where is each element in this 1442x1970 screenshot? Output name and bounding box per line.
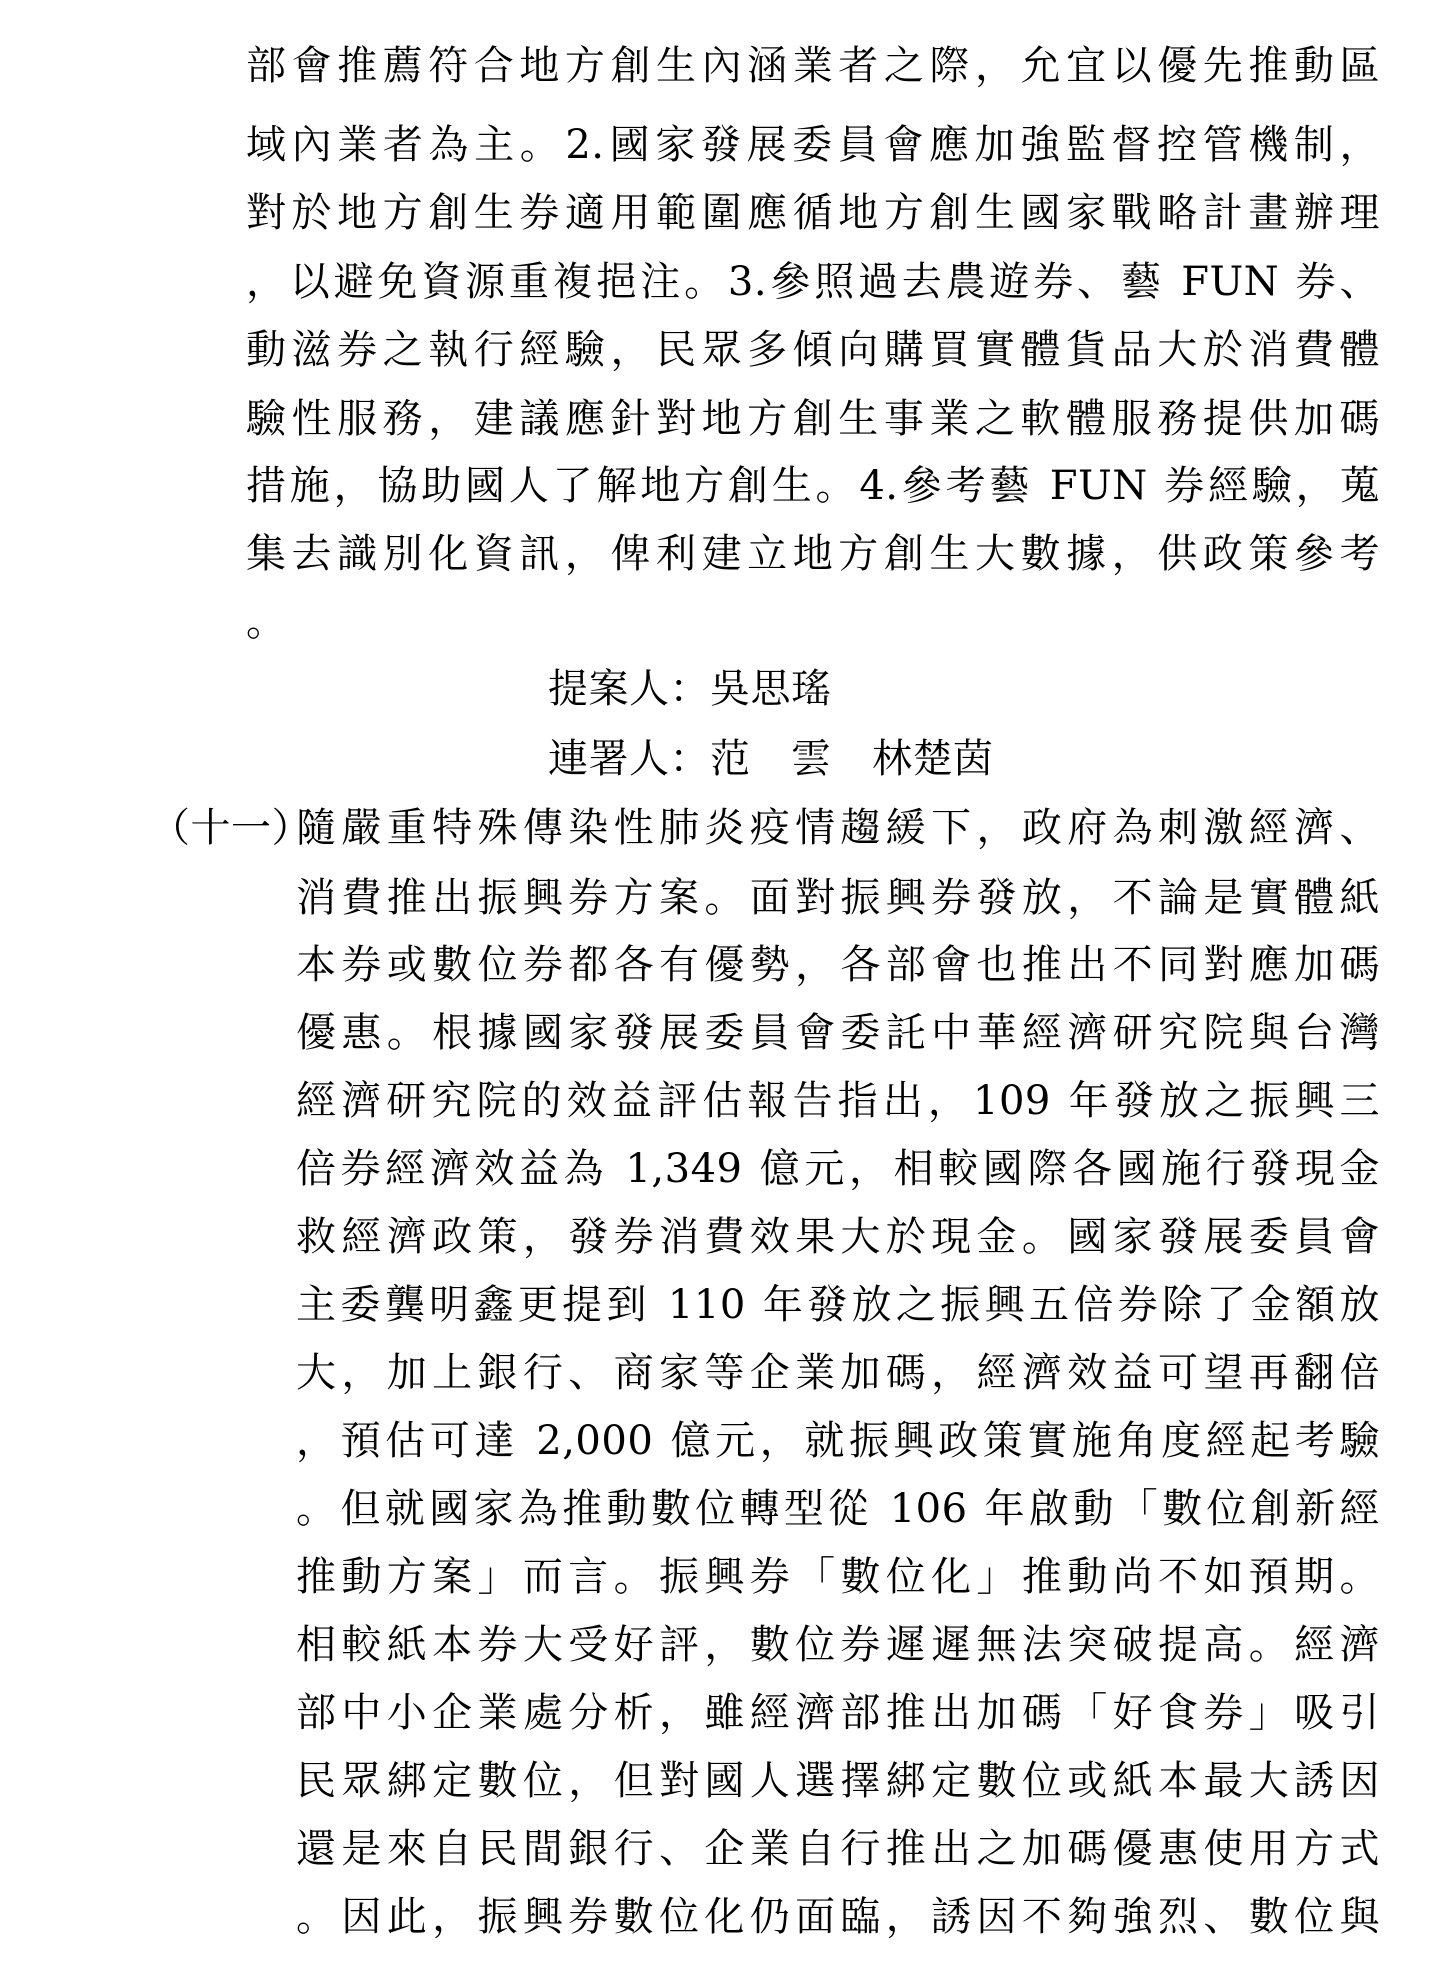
item-line-3: 本券或數位券都各有優勢，各部會也推出不同對應加碼 <box>296 942 1380 988</box>
item-line-13: 相較紙本券大受好評，數位券遲遲無法突破提高。經濟 <box>296 1622 1380 1668</box>
item-line-15: 民眾綁定數位，但對國人選擇綁定數位或紙本最大誘因 <box>296 1758 1380 1804</box>
item-line-11: 。但就國家為推動數位轉型從 106 年啟動「數位創新經 <box>296 1486 1380 1532</box>
intro-line-1: 部會推薦符合地方創生內涵業者之際，允宜以優先推動區 <box>246 43 1380 89</box>
item-line-10: ，預估可達 2,000 億元，就振興政策實施角度經起考驗 <box>296 1418 1380 1464</box>
item-label: （十一） <box>150 805 312 851</box>
item-line-8: 主委龔明鑫更提到 110 年發放之振興五倍券除了金額放 <box>296 1282 1380 1328</box>
item-line-1: 隨嚴重特殊傳染性肺炎疫情趨緩下，政府為刺激經濟、 <box>296 805 1380 851</box>
item-line-17: 。因此，振興券數位化仍面臨，誘因不夠強烈、數位與 <box>296 1894 1380 1940</box>
item-line-16: 還是來自民間銀行、企業自行推出之加碼優惠使用方式 <box>296 1826 1380 1872</box>
proposer-line: 提案人：吳思瑤 <box>548 666 832 712</box>
item-line-6: 倍券經濟效益為 1,349 億元，相較國際各國施行發現金 <box>296 1146 1380 1192</box>
item-line-5: 經濟研究院的效益評估報告指出，109 年發放之振興三 <box>296 1078 1380 1124</box>
intro-line-2: 域內業者為主。2.國家發展委員會應加強監督控管機制， <box>246 122 1380 168</box>
item-line-4: 優惠。根據國家發展委員會委託中華經濟研究院與台灣 <box>296 1010 1380 1056</box>
item-line-2: 消費推出振興券方案。面對振興券發放，不論是實體紙 <box>296 875 1380 921</box>
intro-line-8: 集去識別化資訊，俾利建立地方創生大數據，供政策參考 <box>246 531 1380 577</box>
cosigners-line: 連署人：范 雲 林楚茵 <box>548 736 994 782</box>
intro-line-7: 措施，協助國人了解地方創生。4.參考藝 FUN 券經驗，蒐 <box>246 463 1380 509</box>
item-line-9: 大，加上銀行、商家等企業加碼，經濟效益可望再翻倍 <box>296 1350 1380 1396</box>
intro-line-4: ，以避免資源重複挹注。3.參照過去農遊券、藝 FUN 券、 <box>246 259 1380 305</box>
intro-line-9: 。 <box>246 599 287 645</box>
item-line-12: 推動方案」而言。振興券「數位化」推動尚不如預期。 <box>296 1554 1380 1600</box>
intro-line-6: 驗性服務，建議應針對地方創生事業之軟體服務提供加碼 <box>246 396 1380 442</box>
item-line-14: 部中小企業處分析，雖經濟部推出加碼「好食券」吸引 <box>296 1690 1380 1736</box>
intro-line-3: 對於地方創生券適用範圍應循地方創生國家戰略計畫辦理 <box>246 190 1380 236</box>
item-line-7: 救經濟政策，發券消費效果大於現金。國家發展委員會 <box>296 1214 1380 1260</box>
intro-line-5: 動滋券之執行經驗，民眾多傾向購買實體貨品大於消費體 <box>246 327 1380 373</box>
